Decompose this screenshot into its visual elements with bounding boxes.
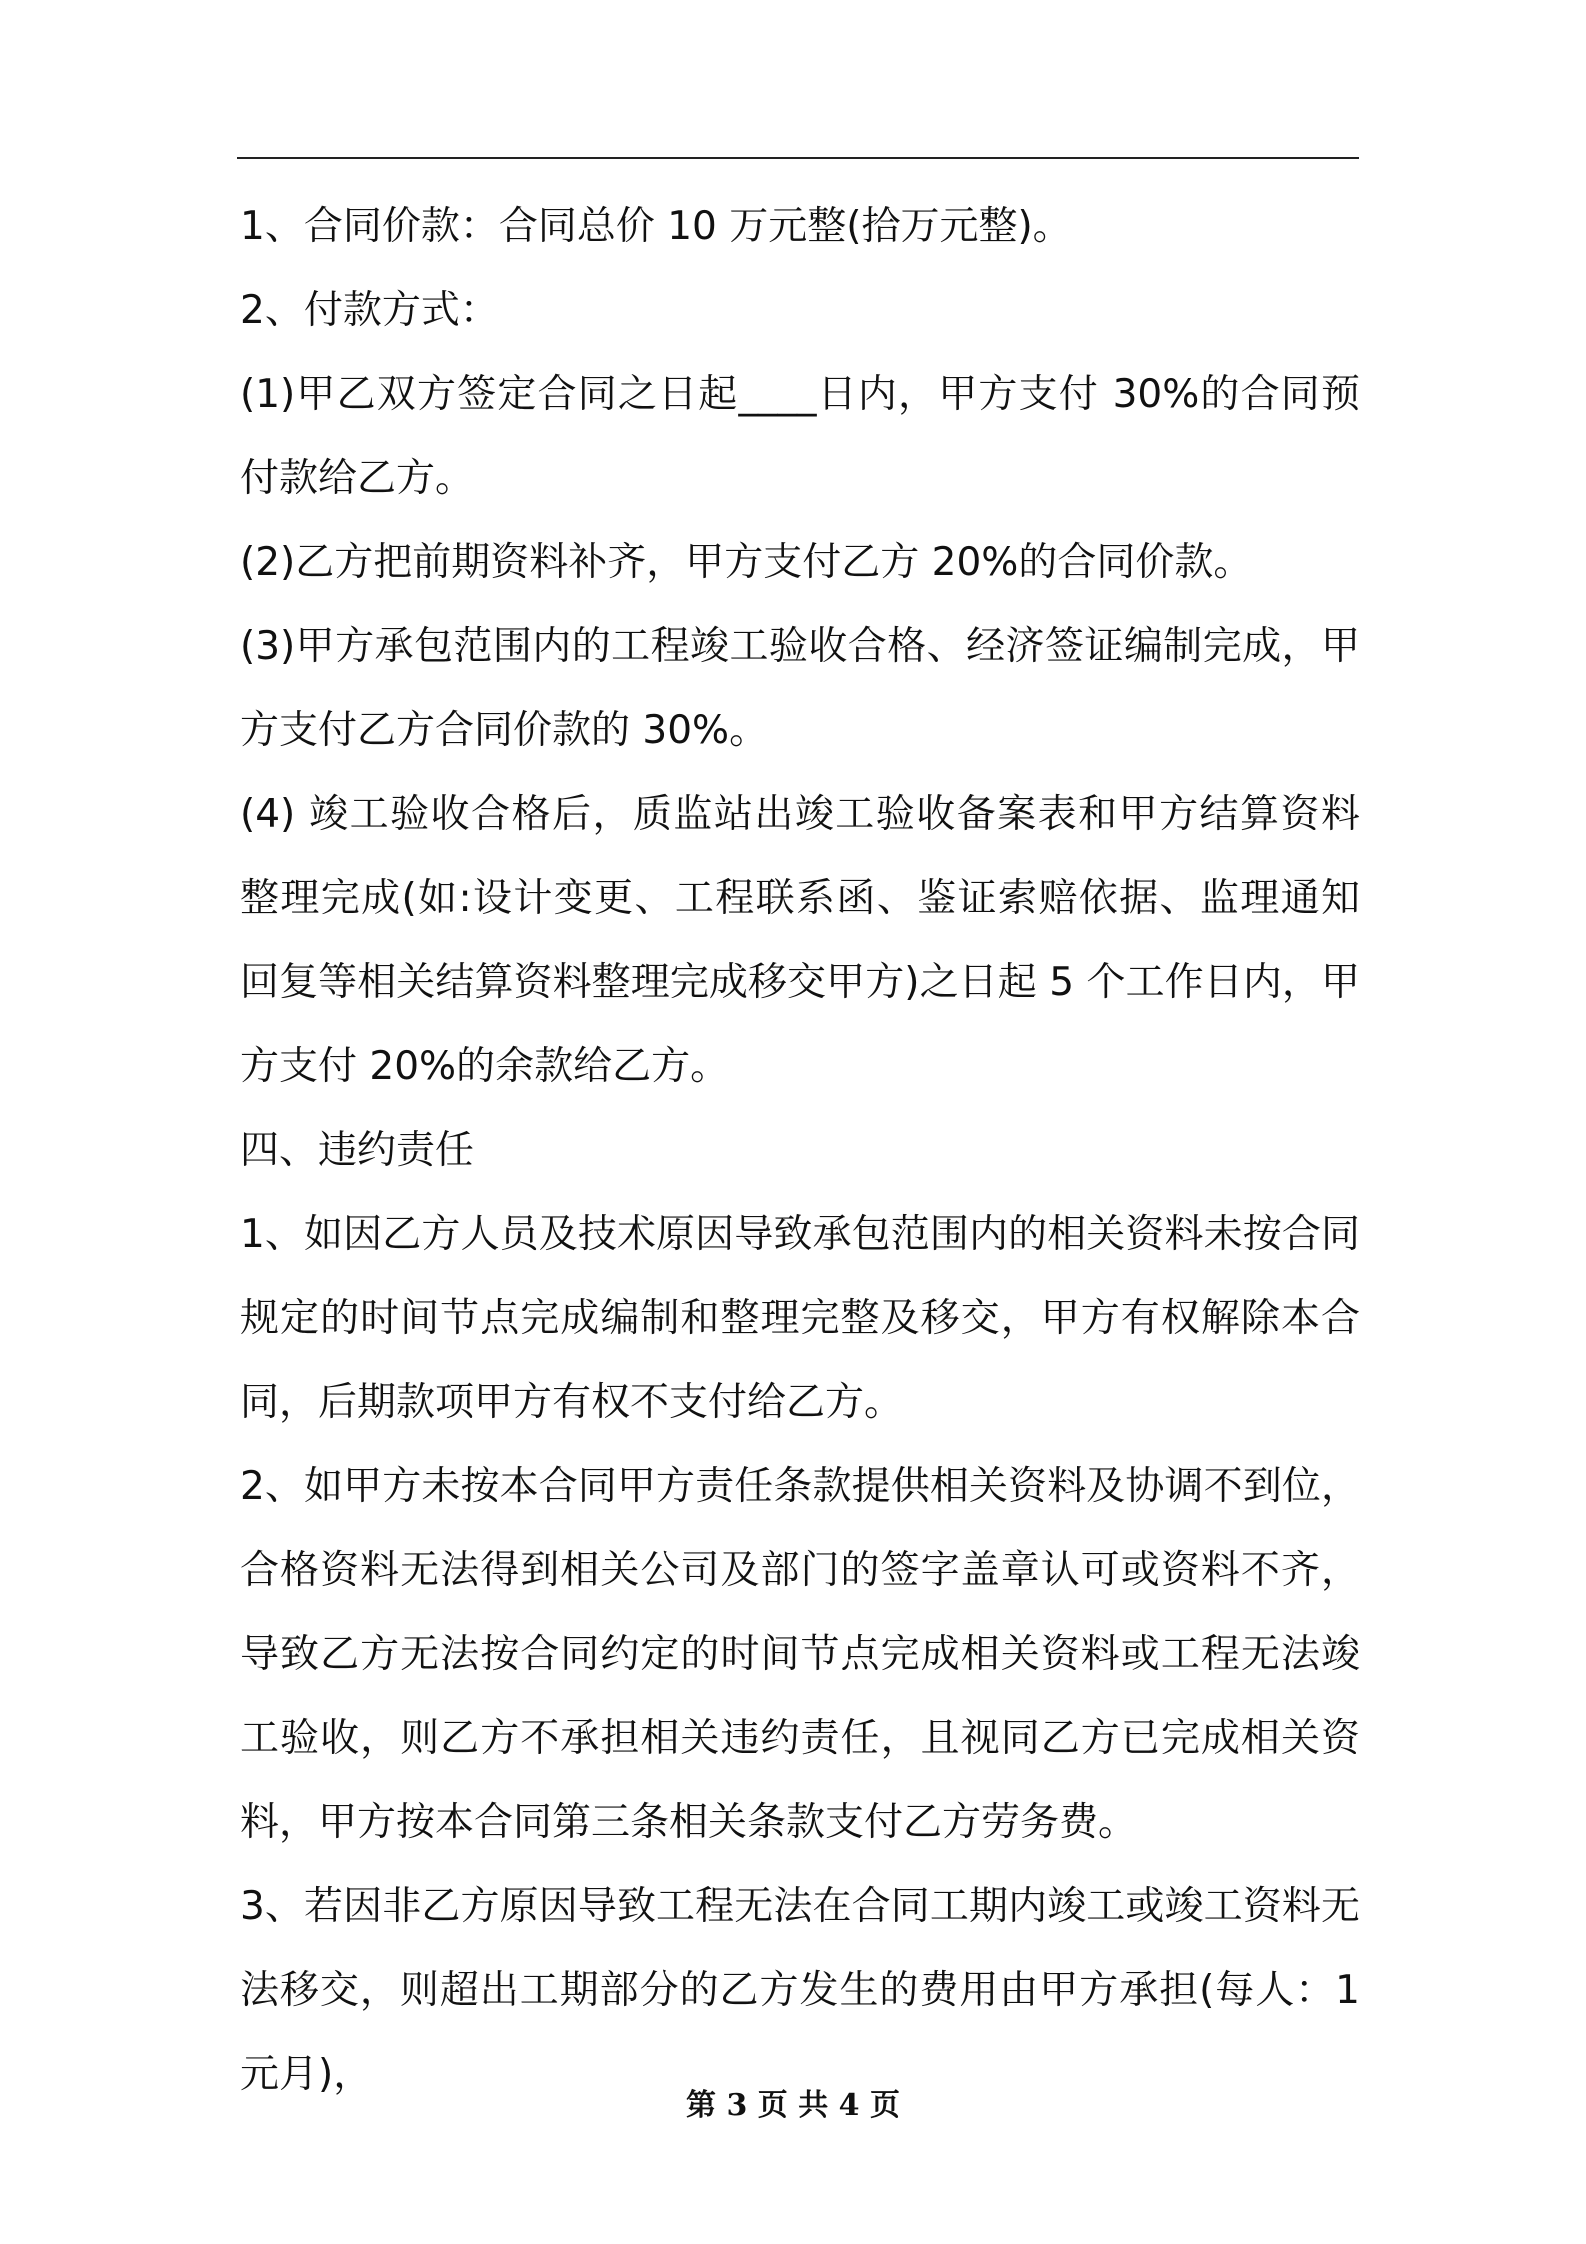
clause-breach-1: 1、如因乙方人员及技术原因导致承包范围内的相关资料未按合同规定的时间节点完成编制和整理完整及移交，甲方有权解除本合同，后期款项甲方有权不支付给乙方。 xyxy=(240,1212,1360,1425)
clause-breach-2: 2、如甲方未按本合同甲方责任条款提供相关资料及协调不到位，合格资料无法得到相关公司及部门的签字盖章认可或资料不齐，导致乙方无法按合同约定的时间节点完成相关资料或工程无法竣工验收，则乙方不承担相关违约责任，且视同乙方已完成相关资料，甲方按本合同第三条相关条款支付乙方劳务费。 xyxy=(240,1464,1360,1845)
clause-payment-4: (4) 竣工验收合格后，质监站出竣工验收备案表和甲方结算资料整理完成(如:设计变更、工程联系函、鉴证索赔依据、监理通知回复等相关结算资料整理完成移交甲方)之日起 5 个工作日内，甲方支付 20%的余款给乙方。 xyxy=(240,792,1360,1089)
clause-payment-1: (1)甲乙双方签定合同之日起____日内，甲方支付 30%的合同预付款给乙方。 xyxy=(240,372,1360,501)
clause-payment-3: (3)甲方承包范围内的工程竣工验收合格、经济签证编制完成，甲方支付乙方合同价款的 30%。 xyxy=(240,624,1360,753)
page-number-footer: 第 3 页 共 4 页 xyxy=(686,2088,900,2123)
document-body xyxy=(240,185,1360,2117)
clause-payment-2: (2)乙方把前期资料补齐，甲方支付乙方 20%的合同价款。 xyxy=(240,540,1253,585)
clause-payment-method: 2、付款方式： xyxy=(240,288,499,333)
header-rule xyxy=(237,157,1359,159)
clause-price: 1、合同价款：合同总价 10 万元整(拾万元整)。 xyxy=(240,204,1072,249)
clause-breach-3: 3、若因非乙方原因导致工程无法在合同工期内竣工或竣工资料无法移交，则超出工期部分的乙方发生的费用由甲方承担(每人：1 元月)， xyxy=(240,1884,1360,2097)
section-heading-breach: 四、违约责任 xyxy=(240,1128,475,1173)
